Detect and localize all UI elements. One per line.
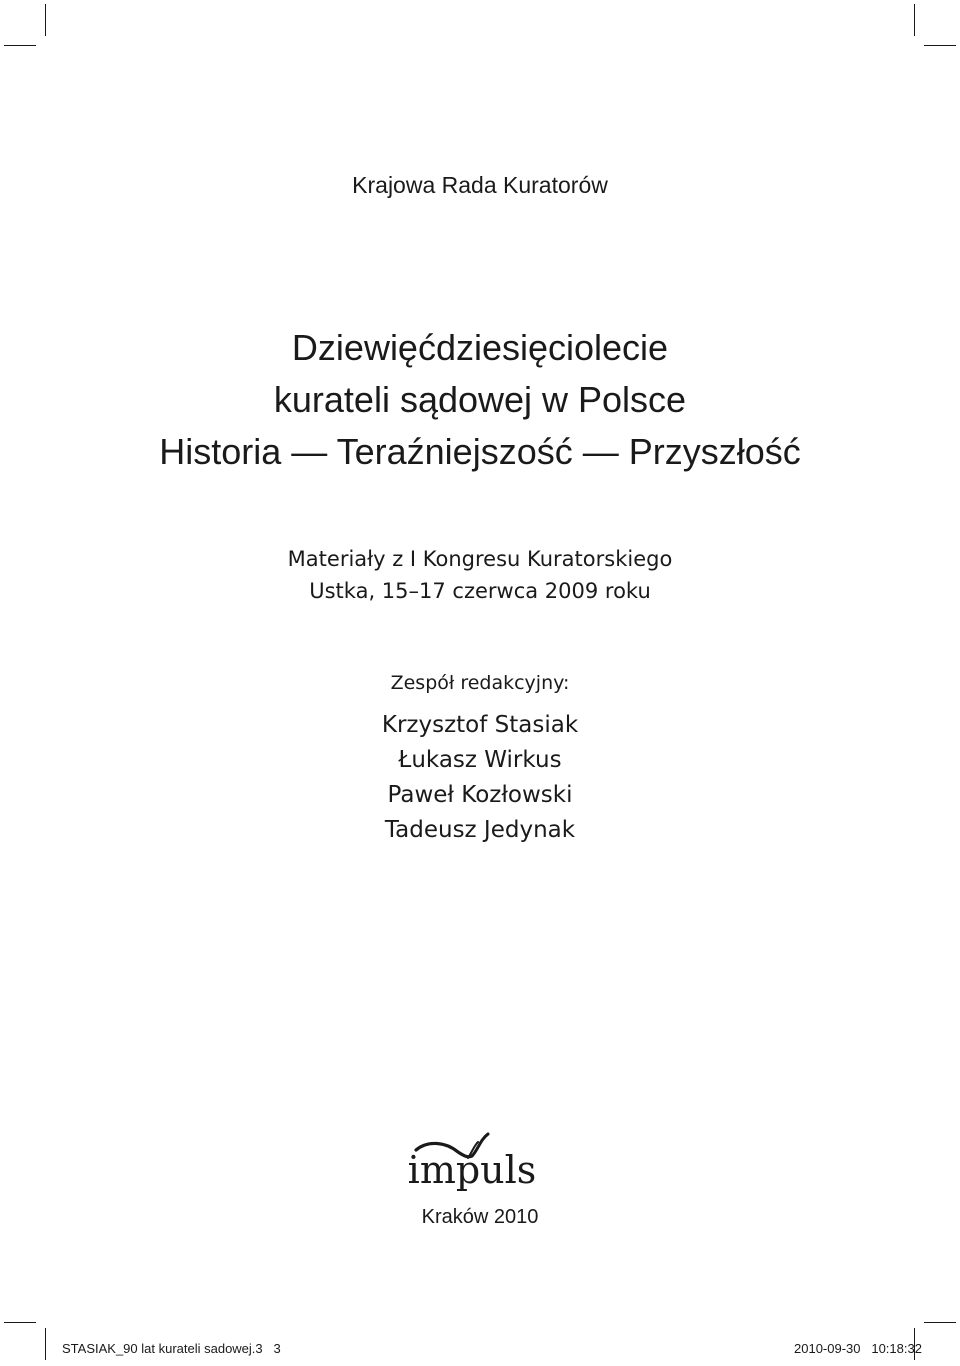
crop-mark-top-left-vertical: [45, 4, 46, 36]
editor-name: Tadeusz Jedynak: [384, 817, 576, 843]
editor-name: Łukasz Wirkus: [398, 747, 562, 773]
editor-name: Krzysztof Stasiak: [381, 712, 579, 738]
book-title: [0, 322, 960, 478]
subtitle-line-1: Materiały z I Kongresu Kuratorskiego: [287, 547, 673, 571]
editor-list: [0, 708, 960, 848]
title-line-3: Historia — Teraźniejszość — Przyszłość: [159, 431, 801, 472]
subtitle-line-2: Ustka, 15–17 czerwca 2009 roku: [309, 579, 651, 603]
publisher-name: Krajowa Rada Kuratorów: [352, 172, 608, 198]
crop-mark-top-right-horizontal: [924, 45, 956, 46]
city-year: Kraków 2010: [421, 1206, 539, 1228]
crop-mark-top-right-vertical: [914, 4, 915, 36]
logo-wordmark: impuls: [407, 1148, 537, 1192]
crop-mark-top-left-horizontal: [4, 45, 36, 46]
title-line-2: kurateli sądowej w Polsce: [273, 379, 687, 420]
crop-mark-bottom-left-vertical: [45, 1328, 46, 1360]
crop-mark-bottom-right-horizontal: [924, 1322, 956, 1323]
footer-file-info: STASIAK_90 lat kurateli sadowej.3 3: [62, 1341, 281, 1356]
editorial-team-label: Zespół redakcyjny:: [390, 672, 570, 694]
editor-name: Paweł Kozłowski: [387, 782, 573, 808]
footer-timestamp: 2010-09-30 10:18:32: [794, 1341, 922, 1356]
crop-mark-bottom-left-horizontal: [4, 1322, 36, 1323]
title-line-1: Dziewięćdziesięciolecie: [291, 327, 669, 368]
impuls-logo: [406, 1128, 546, 1200]
book-subtitle: [0, 543, 960, 607]
